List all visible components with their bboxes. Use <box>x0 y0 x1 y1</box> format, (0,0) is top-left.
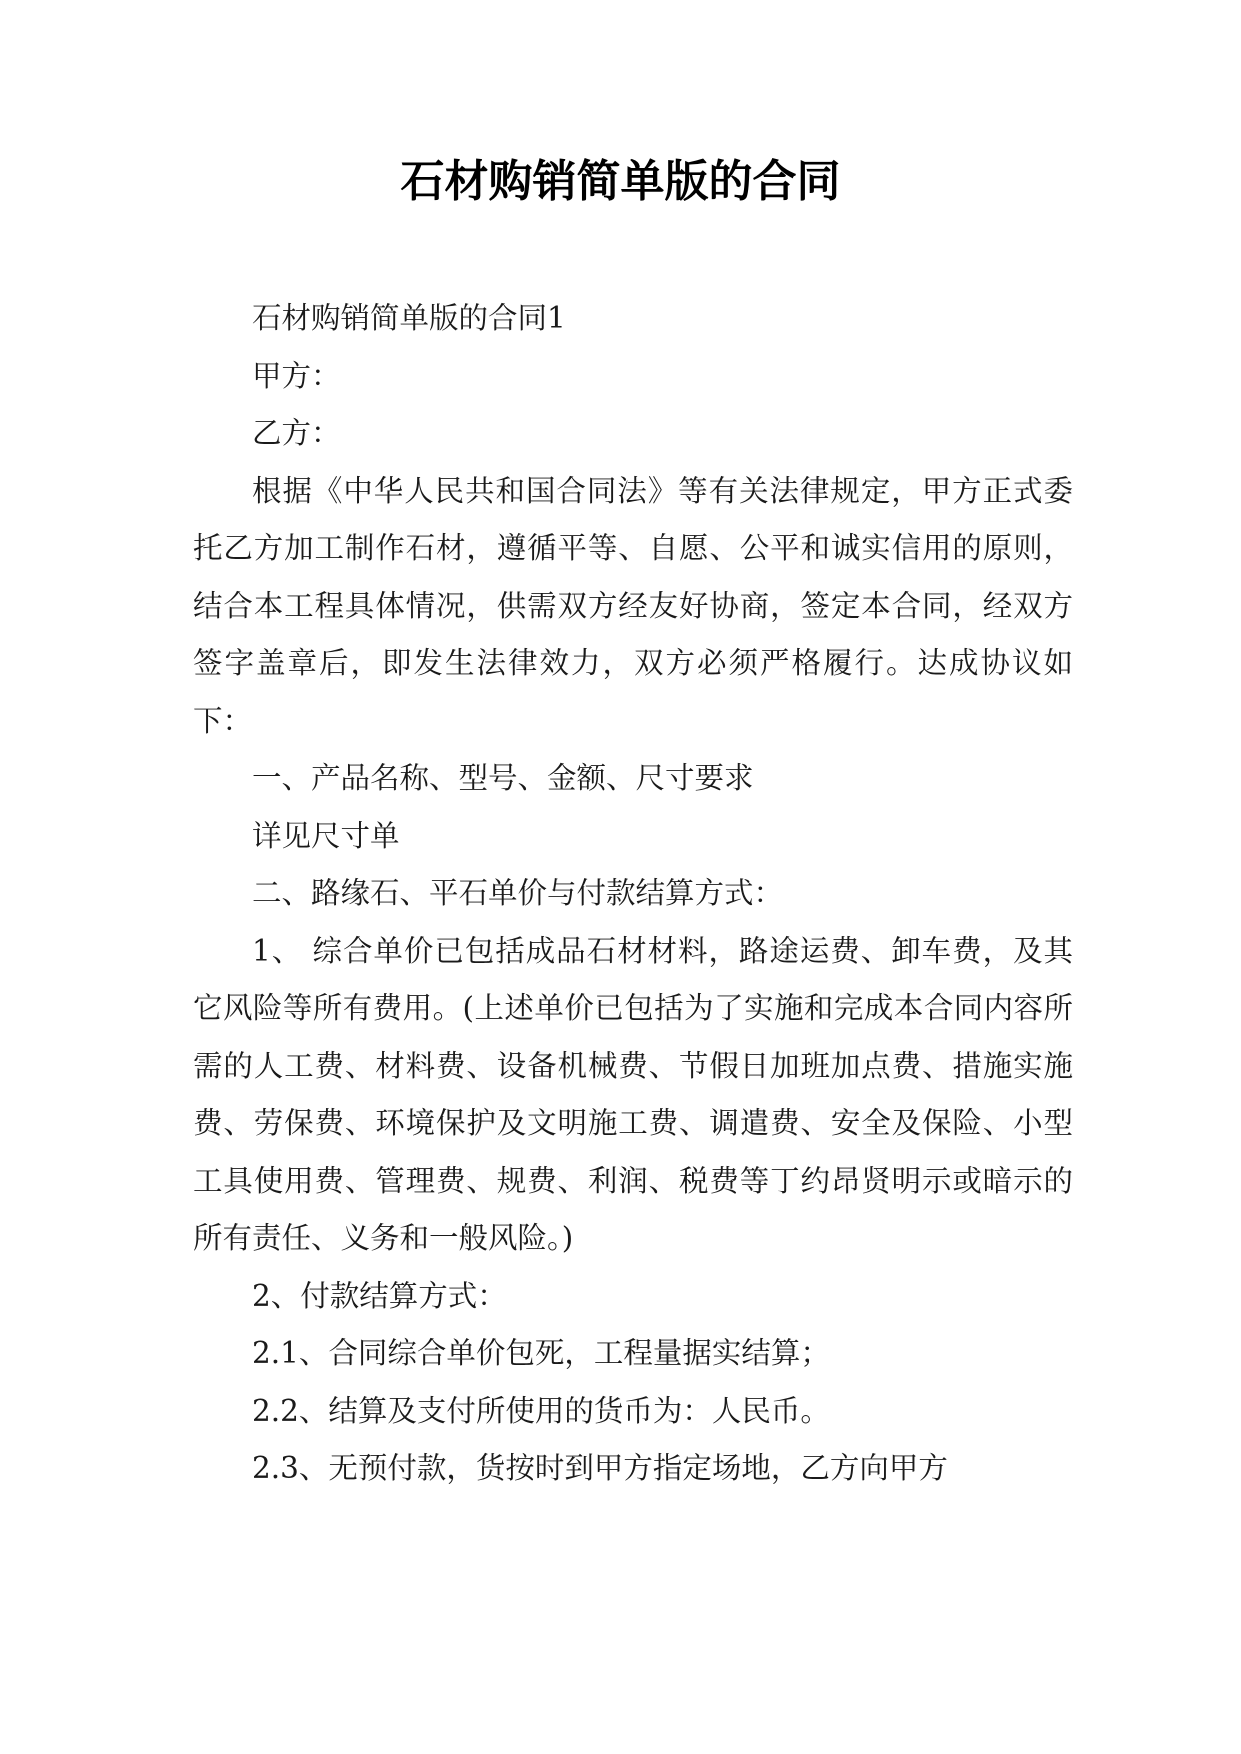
paragraph-clause-2-2: 2.2、结算及支付所使用的货币为：人民币。 <box>252 1393 830 1428</box>
document-title: 石材购销简单版的合同 <box>400 156 841 207</box>
paragraph-clause-2-3: 2.3、无预付款，货按时到甲方指定场地，乙方向甲方 <box>252 1451 948 1485</box>
paragraph-section-1-heading: 一、产品名称、型号、金额、尺寸要求 <box>252 761 754 795</box>
paragraph-clause-1: 1、 综合单价已包括成品石材材料，路途运费、卸车费，及其它风险等所有费用。(上述单价已包括为了实施和完成本合同内容所需的人工费、材料费、设备机械费、节假日加班加点费、措施实施费、劳保费、环境保护及文明施工费、调遣费、安全及保险、小型工具使用费、管理费、规费、利润、税费等丁约昂贤明示或暗示的所有责任、义务和一般风险。) <box>193 933 1073 1255</box>
document-body <box>193 290 1073 1498</box>
paragraph-party-b: 乙方： <box>252 416 341 450</box>
paragraph-contract-heading: 石材购销简单版的合同1 <box>252 301 566 335</box>
paragraph-party-a: 甲方： <box>252 358 341 393</box>
paragraph-clause-2: 2、付款结算方式： <box>252 1278 507 1313</box>
paragraph-section-2-heading: 二、路缘石、平石单价与付款结算方式： <box>252 876 784 910</box>
paragraph-preamble: 根据《中华人民共和国合同法》等有关法律规定，甲方正式委托乙方加工制作石材，遵循平等、自愿、公平和诚实信用的原则，结合本工程具体情况，供需双方经友好协商，签定本合同，经双方签字盖章后，即发生法律效力，双方必须严格履行。达成协议如下： <box>193 473 1073 738</box>
paragraph-section-1-detail: 详见尺寸单 <box>252 818 400 853</box>
paragraph-clause-2-1: 2.1、合同综合单价包死，工程量据实结算； <box>252 1336 830 1370</box>
